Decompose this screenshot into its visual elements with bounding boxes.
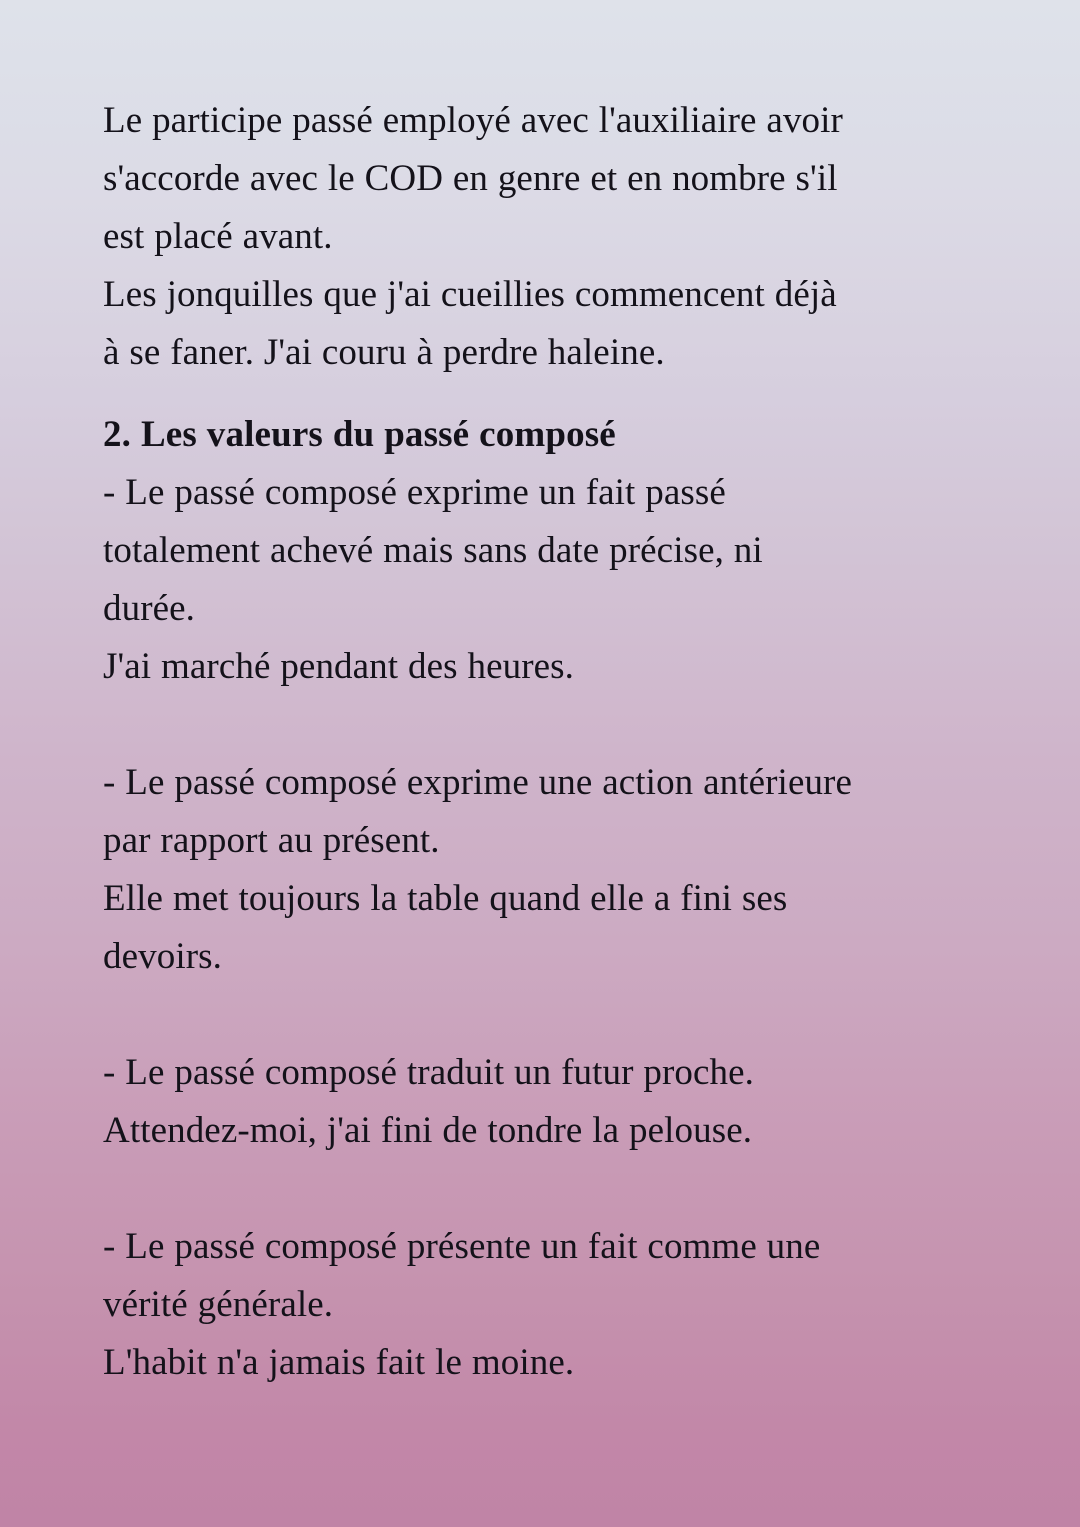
paragraph-valeur-futur-proche (103, 1044, 989, 1160)
spacer (103, 986, 989, 1044)
text-line: Les jonquilles que j'ai cueillies commencent déjà (103, 274, 837, 315)
text-line: - Le passé composé traduit un futur proche. (103, 1052, 754, 1093)
paragraph-valeur-action-anterieure (103, 754, 989, 986)
text-line: totalement achevé mais sans date précise, ni (103, 530, 763, 571)
section-heading (103, 406, 989, 464)
paragraph-valeur-verite-generale (103, 1218, 989, 1392)
text-line: Attendez-moi, j'ai fini de tondre la pelouse. (103, 1110, 753, 1151)
paragraph-valeur-fait-passe-acheve (103, 464, 989, 696)
text-line: Elle met toujours la table quand elle a fini ses (103, 878, 788, 919)
text-line: durée. (103, 588, 196, 629)
text-line: est placé avant. (103, 216, 333, 257)
text-line: - Le passé composé présente un fait comme une (103, 1226, 821, 1267)
text-line: devoirs. (103, 936, 222, 977)
spacer (103, 382, 989, 406)
text-line: Le participe passé employé avec l'auxiliaire avoir (103, 100, 843, 141)
spacer (103, 1160, 989, 1218)
paragraph-rule-accord-participe-passe (103, 92, 989, 382)
lesson-note-sheet (103, 92, 989, 1392)
spacer (103, 696, 989, 754)
text-line: - Le passé composé exprime une action antérieure (103, 762, 853, 803)
text-line: - Le passé composé exprime un fait passé (103, 472, 726, 513)
text-line: par rapport au présent. (103, 820, 440, 861)
text-line: J'ai marché pendant des heures. (103, 646, 574, 687)
section-heading-text: 2. Les valeurs du passé composé (103, 414, 616, 455)
text-line: s'accorde avec le COD en genre et en nombre s'il (103, 158, 838, 199)
text-line: L'habit n'a jamais fait le moine. (103, 1342, 575, 1383)
text-line: vérité générale. (103, 1284, 334, 1325)
text-line: à se faner. J'ai couru à perdre haleine. (103, 332, 665, 373)
